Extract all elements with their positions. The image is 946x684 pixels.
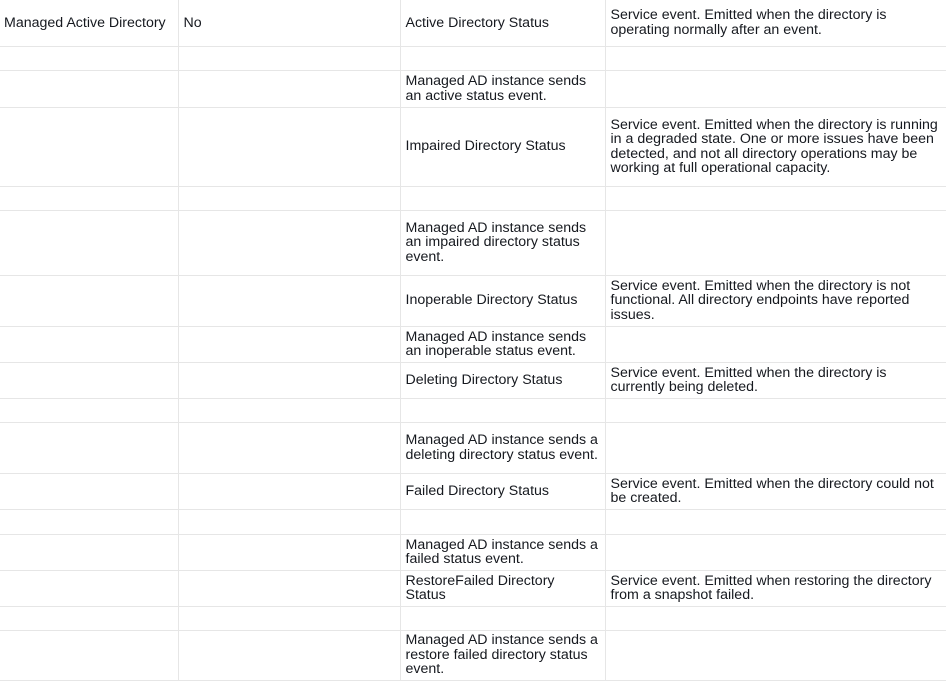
table-row [0, 534, 946, 570]
table-row [0, 398, 946, 422]
description-cell [605, 570, 946, 606]
flag-cell [178, 509, 400, 534]
description-cell [605, 275, 946, 326]
description-cell [605, 0, 946, 46]
event-cell [400, 509, 605, 534]
service-cell [0, 186, 178, 210]
event-detail: Managed AD instance sends an inoperable status event. [405, 328, 587, 359]
flag-cell [178, 534, 400, 570]
event-name: Deleting Directory Status [405, 371, 563, 388]
event-description: Service event. Emitted when restoring the directory from a snapshot failed. [610, 572, 932, 603]
description-cell [605, 422, 946, 473]
event-description: Service event. Emitted when the directory is currently being deleted. [610, 364, 887, 395]
description-cell [605, 398, 946, 422]
description-cell [605, 107, 946, 186]
table-row [0, 0, 946, 46]
flag-cell [178, 473, 400, 509]
table-row [0, 186, 946, 210]
table-row [0, 362, 946, 398]
event-cell [400, 570, 605, 606]
description-cell [605, 606, 946, 630]
service-name: Managed Active Directory [4, 14, 166, 31]
flag-cell [178, 422, 400, 473]
flag-cell [178, 0, 400, 46]
table-row [0, 70, 946, 107]
event-cell [400, 46, 605, 70]
service-cell [0, 398, 178, 422]
event-cell [400, 630, 605, 680]
description-cell [605, 534, 946, 570]
description-cell [605, 630, 946, 680]
event-cell [400, 326, 605, 362]
table-row [0, 46, 946, 70]
description-cell [605, 509, 946, 534]
table-row [0, 422, 946, 473]
event-cell [400, 606, 605, 630]
service-cell [0, 0, 178, 46]
event-description: Service event. Emitted when the directory could not be created. [610, 475, 934, 506]
flag-cell [178, 70, 400, 107]
event-cell [400, 422, 605, 473]
service-cell [0, 630, 178, 680]
event-cell [400, 0, 605, 46]
event-cell [400, 534, 605, 570]
service-cell [0, 606, 178, 630]
description-cell [605, 473, 946, 509]
flag-cell [178, 210, 400, 275]
flag-cell [178, 46, 400, 70]
flag-value: No [183, 14, 202, 31]
event-cell [400, 186, 605, 210]
event-detail: Managed AD instance sends a deleting directory status event. [405, 432, 598, 463]
event-cell [400, 210, 605, 275]
service-cell [0, 362, 178, 398]
flag-cell [178, 275, 400, 326]
table-row [0, 107, 946, 186]
event-detail: Managed AD instance sends an impaired directory status event. [405, 219, 587, 265]
description-cell [605, 210, 946, 275]
table-row [0, 606, 946, 630]
description-cell [605, 46, 946, 70]
description-cell [605, 70, 946, 107]
flag-cell [178, 630, 400, 680]
event-name: Impaired Directory Status [405, 138, 566, 155]
service-cell [0, 70, 178, 107]
event-name: Inoperable Directory Status [405, 292, 578, 309]
service-cell [0, 326, 178, 362]
service-cell [0, 210, 178, 275]
event-detail: Managed AD instance sends a restore failed directory status event. [405, 632, 598, 678]
event-cell [400, 362, 605, 398]
table-row [0, 275, 946, 326]
event-cell [400, 70, 605, 107]
event-cell [400, 473, 605, 509]
table-row [0, 210, 946, 275]
event-description: Service event. Emitted when the directory is running in a degraded state. One or more issues have been detected, and not all directory operations may be working at full operational capacity. [610, 116, 938, 176]
description-cell [605, 326, 946, 362]
table-row [0, 509, 946, 534]
event-cell [400, 398, 605, 422]
flag-cell [178, 398, 400, 422]
event-name: Failed Directory Status [405, 482, 550, 499]
table-row [0, 570, 946, 606]
flag-cell [178, 186, 400, 210]
description-cell [605, 362, 946, 398]
flag-cell [178, 362, 400, 398]
event-detail: Managed AD instance sends an active status event. [405, 73, 587, 104]
service-cell [0, 422, 178, 473]
service-cell [0, 509, 178, 534]
service-cell [0, 275, 178, 326]
flag-cell [178, 606, 400, 630]
flag-cell [178, 570, 400, 606]
service-cell [0, 570, 178, 606]
table-row [0, 473, 946, 509]
service-cell [0, 534, 178, 570]
table-row [0, 326, 946, 362]
event-detail: Managed AD instance sends a failed status event. [405, 536, 598, 567]
event-description: Service event. Emitted when the directory is operating normally after an event. [610, 7, 887, 38]
flag-cell [178, 107, 400, 186]
flag-cell [178, 326, 400, 362]
description-cell [605, 186, 946, 210]
service-cell [0, 46, 178, 70]
event-cell [400, 107, 605, 186]
event-name: RestoreFailed Directory Status [405, 572, 555, 603]
service-cell [0, 107, 178, 186]
event-description: Service event. Emitted when the directory is not functional. All directory endpoints have reported issues. [610, 277, 911, 323]
service-cell [0, 473, 178, 509]
table-row [0, 630, 946, 680]
event-name: Active Directory Status [405, 14, 549, 31]
event-cell [400, 275, 605, 326]
